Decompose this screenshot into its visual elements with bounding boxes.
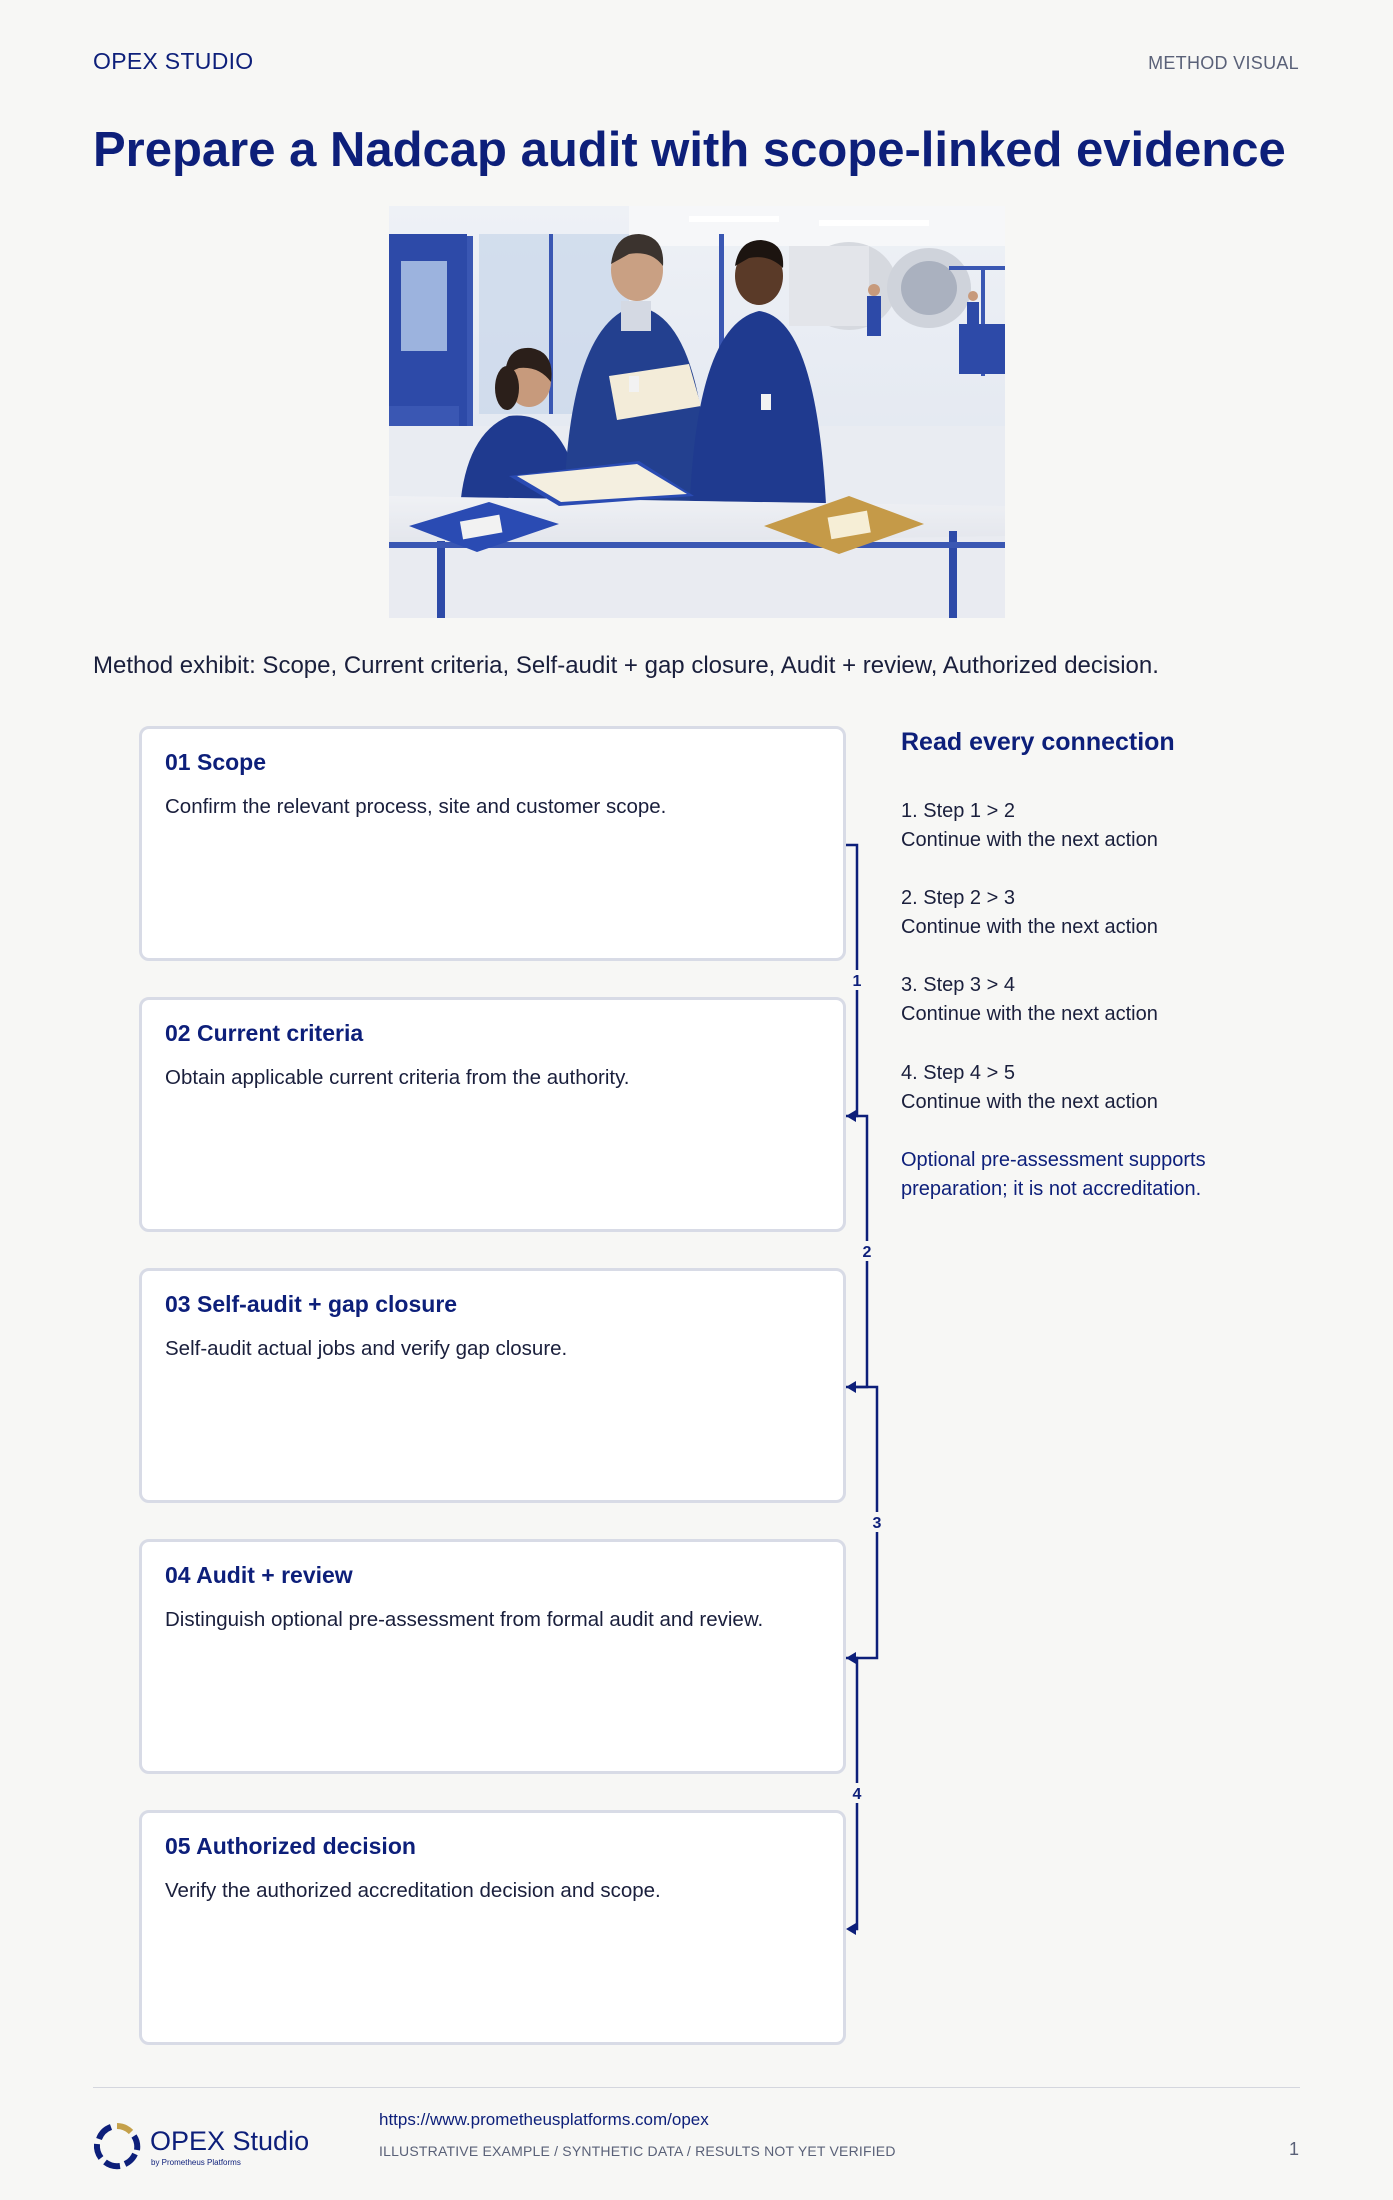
step-title: 02 Current criteria: [165, 1020, 364, 1046]
connection-label: 1. Step 1 > 2: [901, 800, 1015, 822]
connector-number-3: 3: [872, 1515, 882, 1532]
arrowhead-2: [846, 1110, 856, 1122]
arrowhead-5: [846, 1923, 856, 1935]
connector-number-1: 1: [852, 973, 862, 990]
footer-divider: [93, 2087, 1300, 2088]
step-description: Obtain applicable current criteria from the authority.: [165, 1066, 630, 1089]
step-description: Verify the authorized accreditation decision and scope.: [165, 1879, 661, 1902]
step-description: Self-audit actual jobs and verify gap closure.: [165, 1337, 568, 1360]
method-caption: Method exhibit: Scope, Current criteria, Self-audit + gap closure, Audit + review, Authorized decision.: [93, 652, 1159, 679]
step-title: 01 Scope: [165, 749, 266, 775]
connections-heading: Read every connection: [901, 728, 1175, 756]
section-label: METHOD VISUAL: [1148, 53, 1299, 73]
connection-text: Continue with the next action: [901, 829, 1158, 851]
opex-logo-icon: [93, 2122, 141, 2170]
connection-item: [901, 797, 1158, 855]
connection-text: Continue with the next action: [901, 1091, 1158, 1113]
header-brand: OPEX STUDIO: [93, 48, 254, 74]
connector-number-2: 2: [862, 1244, 872, 1261]
connection-item: [901, 1059, 1158, 1117]
pre-assessment-note: Optional pre-assessment supports preparation; it is not accreditation.: [901, 1149, 1206, 1200]
connection-text: Continue with the next action: [901, 916, 1158, 938]
connection-text: Continue with the next action: [901, 1003, 1158, 1025]
footer-url-link[interactable]: https://www.prometheusplatforms.com/opex: [379, 2110, 709, 2129]
footer-disclaimer: ILLUSTRATIVE EXAMPLE / SYNTHETIC DATA / RESULTS NOT YET VERIFIED: [379, 2143, 896, 2159]
step-title: 05 Authorized decision: [165, 1833, 416, 1859]
step-description: Confirm the relevant process, site and customer scope.: [165, 795, 667, 818]
connection-item: [901, 971, 1158, 1029]
connection-item: [901, 884, 1158, 942]
page-number: 1: [1288, 2139, 1299, 2159]
step-title: 04 Audit + review: [165, 1562, 353, 1588]
connection-label: 3. Step 3 > 4: [901, 974, 1015, 996]
arrowhead-4: [846, 1652, 856, 1664]
footer-brand-by: by Prometheus Platforms: [151, 2158, 241, 2167]
step-description: Distinguish optional pre-assessment from formal audit and review.: [165, 1608, 764, 1631]
footer-brand: OPEX Studio: [150, 2126, 310, 2156]
connection-label: 4. Step 4 > 5: [901, 1062, 1015, 1084]
arrowhead-3: [846, 1381, 856, 1393]
connection-label: 2. Step 2 > 3: [901, 887, 1015, 909]
page-title: Prepare a Nadcap audit with scope-linked evidence: [93, 123, 1286, 177]
step-title: 03 Self-audit + gap closure: [165, 1291, 458, 1317]
connector-number-4: 4: [852, 1786, 862, 1803]
